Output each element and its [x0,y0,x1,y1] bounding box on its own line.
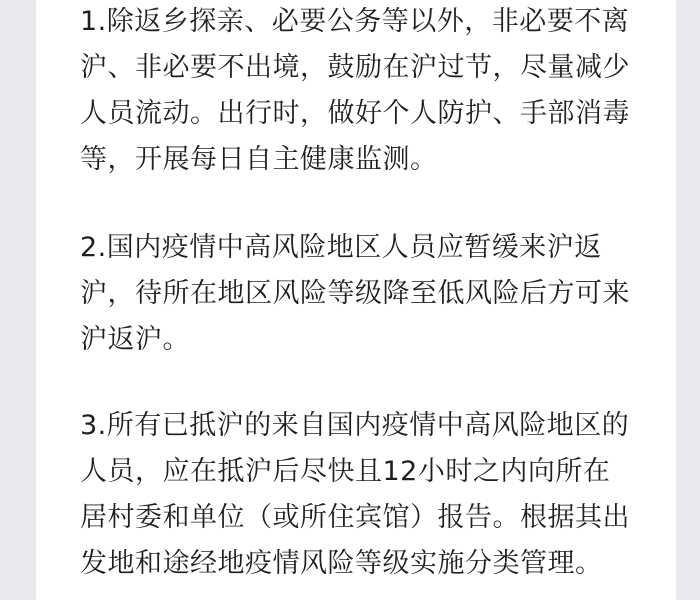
left-margin-strip [0,0,36,600]
paragraph-2 [80,225,640,363]
paragraph-line: 人员流动。出行时，做好个人防护、手部消毒 [80,98,630,129]
paragraph-line: 3.所有已抵沪的来自国内疫情中高风险地区的 [80,410,630,441]
paragraph-line: 发地和途经地疫情风险等级实施分类管理。 [80,548,603,579]
paragraph-line: 居村委和单位（或所住宾馆）报告。根据其出 [80,502,630,533]
paragraph-line: 人员，应在抵沪后尽快且12小时之内向所在 [80,456,611,487]
paragraph-line: 沪返沪。 [80,324,190,355]
paragraph-line: 1.除返乡探亲、必要公务等以外，非必要不离 [80,6,630,37]
article-content [36,0,676,600]
paragraph-line: 沪，待所在地区风险等级降至低风险后方可来 [80,278,630,309]
paragraph-1 [80,0,640,183]
right-margin-strip [676,0,700,600]
paragraph-line: 2.国内疫情中高风险地区人员应暂缓来沪返 [80,232,602,263]
paragraph-line: 等，开展每日自主健康监测。 [80,144,438,175]
paragraph-line: 沪、非必要不出境，鼓励在沪过节，尽量减少 [80,52,630,83]
paragraph-3 [80,403,640,587]
